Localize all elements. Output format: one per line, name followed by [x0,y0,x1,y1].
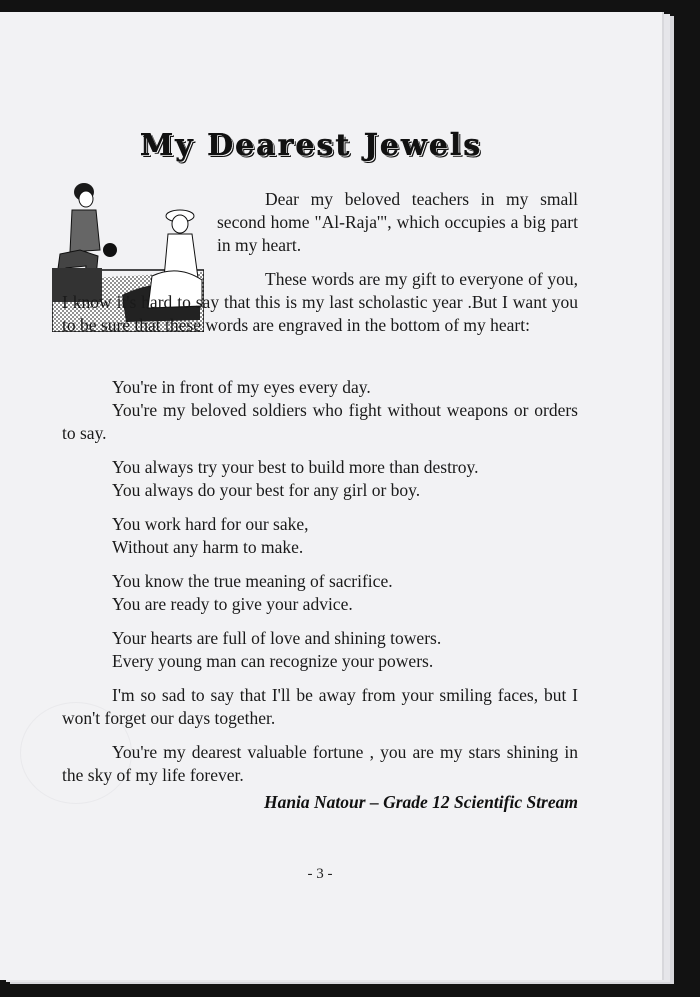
stanza-2-line-2: You always do your best for any girl or boy. [112,480,421,500]
closing-paragraph-1: I'm so sad to say that I'll be away from your smiling faces, but I won't forget our days together. [62,685,578,728]
stanza-1-line-1: You're in front of my eyes every day. [112,377,371,397]
stanza-3-line-1: You work hard for our sake, [112,514,309,534]
intro-block [62,188,578,337]
poem-block [62,376,578,787]
intro-paragraph-2: These words are my gift to everyone of you, I know it's hard to say that this is my last scholastic year .But I want you to be sure that these words are engraved in the bottom of my heart: [62,269,578,335]
intro-paragraph-1: Dear my beloved teachers in my small second home "Al-Raja'", which occupies a big part in my heart. [217,189,578,255]
stanza-5-line-2: Every young man can recognize your powers. [112,651,434,671]
page-sheet [0,12,664,980]
stanza-2-line-1: You always try your best to build more than destroy. [112,457,479,477]
stanza-5-line-1: Your hearts are full of love and shining towers. [112,628,442,648]
author-signature: Hania Natour – Grade 12 Scientific Stream [263,792,578,812]
page-number: - 3 - [307,866,333,882]
stanza-3-line-2: Without any harm to make. [112,537,304,557]
stanza-4-line-1: You know the true meaning of sacrifice. [112,571,393,591]
page-title: My Dearest Jewels [140,128,483,163]
stanza-1-line-2: You're my beloved soldiers who fight without weapons or orders to say. [62,400,578,443]
stanza-4-line-2: You are ready to give your advice. [112,594,353,614]
closing-paragraph-2: You're my dearest valuable fortune , you are my stars shining in the sky of my life forever. [62,742,578,785]
